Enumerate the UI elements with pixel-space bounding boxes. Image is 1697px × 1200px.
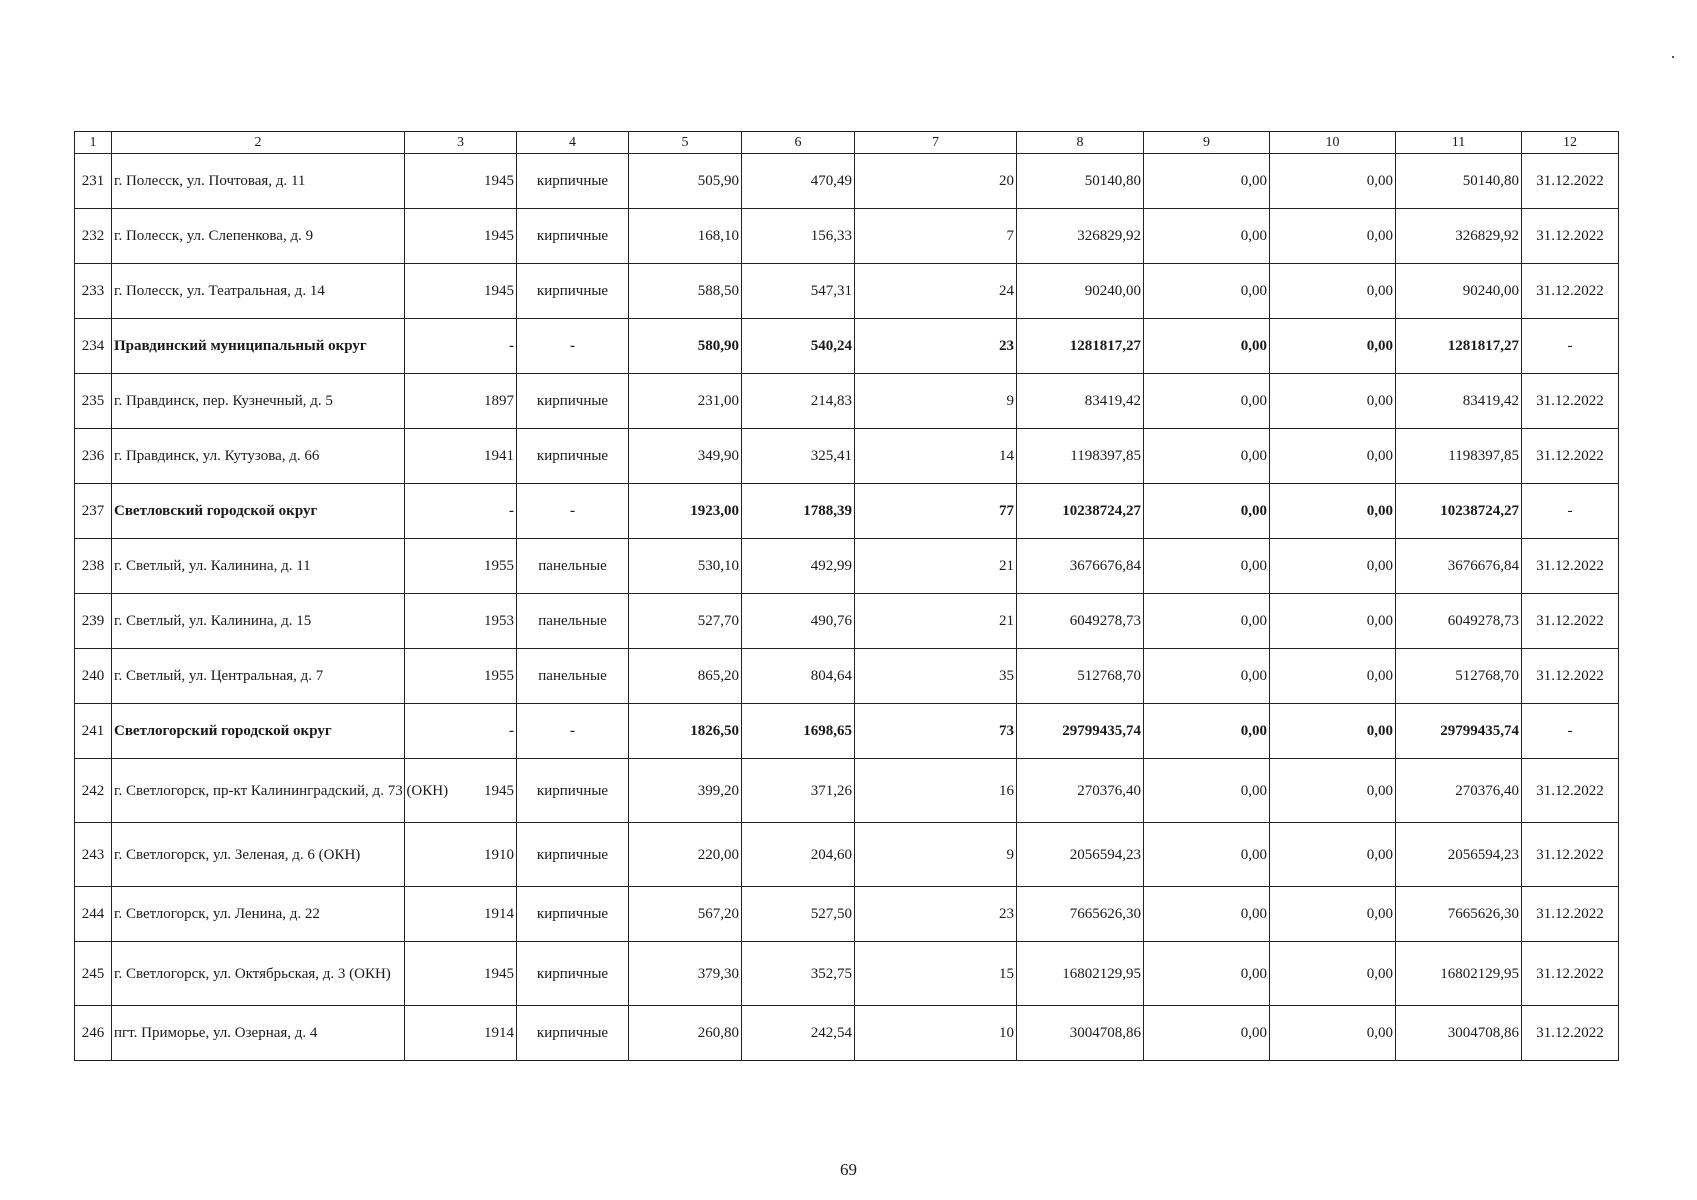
address-cell: г. Светлогорск, ул. Ленина, д. 22 xyxy=(112,887,405,942)
column-header: 1 xyxy=(75,132,112,154)
wall-material-cell: кирпичные xyxy=(517,154,629,209)
living-area-cell: 371,26 xyxy=(742,759,855,823)
table-row xyxy=(75,649,1619,704)
column-header: 4 xyxy=(517,132,629,154)
total-cost-cell: 326829,92 xyxy=(1017,209,1144,264)
wall-material-cell: кирпичные xyxy=(517,209,629,264)
total-area-cell: 379,30 xyxy=(629,942,742,1006)
year-cell: 1945 xyxy=(405,759,517,823)
year-cell: 1941 xyxy=(405,429,517,484)
local-funds-cell: 50140,80 xyxy=(1396,154,1522,209)
wall-material-cell: кирпичные xyxy=(517,1006,629,1061)
total-cost-cell: 1198397,85 xyxy=(1017,429,1144,484)
local-funds-cell: 3004708,86 xyxy=(1396,1006,1522,1061)
living-area-cell: 547,31 xyxy=(742,264,855,319)
regional-funds-cell: 0,00 xyxy=(1270,264,1396,319)
living-area-cell: 214,83 xyxy=(742,374,855,429)
regional-funds-cell: 0,00 xyxy=(1270,1006,1396,1061)
local-funds-cell: 326829,92 xyxy=(1396,209,1522,264)
deadline-cell: 31.12.2022 xyxy=(1522,154,1619,209)
residents-cell: 23 xyxy=(855,887,1017,942)
year-cell: 1955 xyxy=(405,649,517,704)
wall-material-cell: кирпичные xyxy=(517,264,629,319)
deadline-cell: 31.12.2022 xyxy=(1522,887,1619,942)
federal-funds-cell: 0,00 xyxy=(1144,539,1270,594)
total-area-cell: 349,90 xyxy=(629,429,742,484)
local-funds-cell: 90240,00 xyxy=(1396,264,1522,319)
total-cost-cell: 10238724,27 xyxy=(1017,484,1144,539)
deadline-cell: 31.12.2022 xyxy=(1522,429,1619,484)
local-funds-cell: 1281817,27 xyxy=(1396,319,1522,374)
federal-funds-cell: 0,00 xyxy=(1144,319,1270,374)
living-area-cell: 540,24 xyxy=(742,319,855,374)
year-cell: - xyxy=(405,484,517,539)
local-funds-cell: 10238724,27 xyxy=(1396,484,1522,539)
year-cell: 1953 xyxy=(405,594,517,649)
total-area-cell: 168,10 xyxy=(629,209,742,264)
wall-material-cell: - xyxy=(517,704,629,759)
column-number-row xyxy=(75,132,1619,154)
federal-funds-cell: 0,00 xyxy=(1144,594,1270,649)
address-cell: Светловский городской округ xyxy=(112,484,405,539)
address-cell: г. Светлый, ул. Калинина, д. 11 xyxy=(112,539,405,594)
year-cell: - xyxy=(405,319,517,374)
residents-cell: 73 xyxy=(855,704,1017,759)
local-funds-cell: 1198397,85 xyxy=(1396,429,1522,484)
total-cost-cell: 2056594,23 xyxy=(1017,823,1144,887)
living-area-cell: 204,60 xyxy=(742,823,855,887)
total-cost-cell: 6049278,73 xyxy=(1017,594,1144,649)
deadline-cell: 31.12.2022 xyxy=(1522,823,1619,887)
living-area-cell: 492,99 xyxy=(742,539,855,594)
federal-funds-cell: 0,00 xyxy=(1144,649,1270,704)
deadline-cell: 31.12.2022 xyxy=(1522,594,1619,649)
year-cell: 1955 xyxy=(405,539,517,594)
residents-cell: 14 xyxy=(855,429,1017,484)
total-area-cell: 260,80 xyxy=(629,1006,742,1061)
local-funds-cell: 6049278,73 xyxy=(1396,594,1522,649)
address-cell: г. Светлый, ул. Центральная, д. 7 xyxy=(112,649,405,704)
deadline-cell: 31.12.2022 xyxy=(1522,942,1619,1006)
year-cell: 1945 xyxy=(405,209,517,264)
address-cell: г. Полесск, ул. Слепенкова, д. 9 xyxy=(112,209,405,264)
table-row xyxy=(75,823,1619,887)
residents-cell: 7 xyxy=(855,209,1017,264)
local-funds-cell: 83419,42 xyxy=(1396,374,1522,429)
local-funds-cell: 2056594,23 xyxy=(1396,823,1522,887)
row-number: 235 xyxy=(75,374,112,429)
living-area-cell: 1698,65 xyxy=(742,704,855,759)
row-number: 238 xyxy=(75,539,112,594)
deadline-cell: 31.12.2022 xyxy=(1522,1006,1619,1061)
year-cell: 1914 xyxy=(405,1006,517,1061)
total-cost-cell: 3676676,84 xyxy=(1017,539,1144,594)
address-cell: г. Светлогорск, пр-кт Калининградский, д. 73 (ОКН) xyxy=(112,759,405,823)
column-header: 3 xyxy=(405,132,517,154)
year-cell: 1945 xyxy=(405,154,517,209)
column-header: 6 xyxy=(742,132,855,154)
wall-material-cell: - xyxy=(517,484,629,539)
row-number: 231 xyxy=(75,154,112,209)
row-number: 246 xyxy=(75,1006,112,1061)
table-row xyxy=(75,887,1619,942)
table-row xyxy=(75,154,1619,209)
row-number: 241 xyxy=(75,704,112,759)
regional-funds-cell: 0,00 xyxy=(1270,759,1396,823)
year-cell: 1897 xyxy=(405,374,517,429)
row-number: 245 xyxy=(75,942,112,1006)
wall-material-cell: кирпичные xyxy=(517,759,629,823)
living-area-cell: 156,33 xyxy=(742,209,855,264)
table-row xyxy=(75,759,1619,823)
total-area-cell: 527,70 xyxy=(629,594,742,649)
total-area-cell: 1826,50 xyxy=(629,704,742,759)
deadline-cell: - xyxy=(1522,484,1619,539)
total-area-cell: 530,10 xyxy=(629,539,742,594)
total-area-cell: 865,20 xyxy=(629,649,742,704)
deadline-cell: 31.12.2022 xyxy=(1522,539,1619,594)
table-row xyxy=(75,374,1619,429)
regional-funds-cell: 0,00 xyxy=(1270,704,1396,759)
column-header: 12 xyxy=(1522,132,1619,154)
year-cell: 1945 xyxy=(405,942,517,1006)
address-cell: г. Светлогорск, ул. Зеленая, д. 6 (ОКН) xyxy=(112,823,405,887)
total-area-cell: 580,90 xyxy=(629,319,742,374)
row-number: 240 xyxy=(75,649,112,704)
row-number: 244 xyxy=(75,887,112,942)
column-header: 10 xyxy=(1270,132,1396,154)
local-funds-cell: 270376,40 xyxy=(1396,759,1522,823)
residents-cell: 9 xyxy=(855,374,1017,429)
total-cost-cell: 16802129,95 xyxy=(1017,942,1144,1006)
residents-cell: 20 xyxy=(855,154,1017,209)
residents-cell: 9 xyxy=(855,823,1017,887)
federal-funds-cell: 0,00 xyxy=(1144,264,1270,319)
total-cost-cell: 83419,42 xyxy=(1017,374,1144,429)
federal-funds-cell: 0,00 xyxy=(1144,154,1270,209)
regional-funds-cell: 0,00 xyxy=(1270,319,1396,374)
column-header: 8 xyxy=(1017,132,1144,154)
total-cost-cell: 29799435,74 xyxy=(1017,704,1144,759)
regional-funds-cell: 0,00 xyxy=(1270,594,1396,649)
wall-material-cell: кирпичные xyxy=(517,823,629,887)
scan-mark xyxy=(1672,56,1674,58)
living-area-cell: 470,49 xyxy=(742,154,855,209)
federal-funds-cell: 0,00 xyxy=(1144,429,1270,484)
wall-material-cell: - xyxy=(517,319,629,374)
deadline-cell: 31.12.2022 xyxy=(1522,649,1619,704)
federal-funds-cell: 0,00 xyxy=(1144,704,1270,759)
wall-material-cell: панельные xyxy=(517,539,629,594)
total-area-cell: 1923,00 xyxy=(629,484,742,539)
table-row xyxy=(75,594,1619,649)
regional-funds-cell: 0,00 xyxy=(1270,484,1396,539)
column-header: 7 xyxy=(855,132,1017,154)
federal-funds-cell: 0,00 xyxy=(1144,759,1270,823)
local-funds-cell: 3676676,84 xyxy=(1396,539,1522,594)
row-number: 233 xyxy=(75,264,112,319)
local-funds-cell: 512768,70 xyxy=(1396,649,1522,704)
year-cell: 1914 xyxy=(405,887,517,942)
residents-cell: 16 xyxy=(855,759,1017,823)
living-area-cell: 804,64 xyxy=(742,649,855,704)
federal-funds-cell: 0,00 xyxy=(1144,209,1270,264)
address-cell: г. Правдинск, пер. Кузнечный, д. 5 xyxy=(112,374,405,429)
residents-cell: 21 xyxy=(855,539,1017,594)
address-cell: Светлогорский городской округ xyxy=(112,704,405,759)
deadline-cell: 31.12.2022 xyxy=(1522,209,1619,264)
total-cost-cell: 3004708,86 xyxy=(1017,1006,1144,1061)
living-area-cell: 490,76 xyxy=(742,594,855,649)
federal-funds-cell: 0,00 xyxy=(1144,823,1270,887)
column-header: 5 xyxy=(629,132,742,154)
total-cost-cell: 1281817,27 xyxy=(1017,319,1144,374)
regional-funds-cell: 0,00 xyxy=(1270,209,1396,264)
living-area-cell: 325,41 xyxy=(742,429,855,484)
living-area-cell: 352,75 xyxy=(742,942,855,1006)
deadline-cell: 31.12.2022 xyxy=(1522,759,1619,823)
row-number: 239 xyxy=(75,594,112,649)
total-area-cell: 588,50 xyxy=(629,264,742,319)
regional-funds-cell: 0,00 xyxy=(1270,539,1396,594)
page-number: 69 xyxy=(840,1160,857,1179)
local-funds-cell: 29799435,74 xyxy=(1396,704,1522,759)
living-area-cell: 527,50 xyxy=(742,887,855,942)
housing-registry-table xyxy=(74,131,1619,1061)
total-cost-cell: 90240,00 xyxy=(1017,264,1144,319)
wall-material-cell: кирпичные xyxy=(517,887,629,942)
column-header: 9 xyxy=(1144,132,1270,154)
address-cell: пгт. Приморье, ул. Озерная, д. 4 xyxy=(112,1006,405,1061)
wall-material-cell: кирпичные xyxy=(517,374,629,429)
total-cost-cell: 50140,80 xyxy=(1017,154,1144,209)
row-number: 242 xyxy=(75,759,112,823)
wall-material-cell: кирпичные xyxy=(517,429,629,484)
deadline-cell: 31.12.2022 xyxy=(1522,264,1619,319)
federal-funds-cell: 0,00 xyxy=(1144,1006,1270,1061)
total-area-cell: 505,90 xyxy=(629,154,742,209)
wall-material-cell: панельные xyxy=(517,649,629,704)
deadline-cell: - xyxy=(1522,319,1619,374)
residents-cell: 15 xyxy=(855,942,1017,1006)
address-cell: Правдинский муниципальный округ xyxy=(112,319,405,374)
year-cell: 1910 xyxy=(405,823,517,887)
table-body xyxy=(75,154,1619,1061)
regional-funds-cell: 0,00 xyxy=(1270,823,1396,887)
residents-cell: 23 xyxy=(855,319,1017,374)
regional-funds-cell: 0,00 xyxy=(1270,154,1396,209)
table-row xyxy=(75,942,1619,1006)
address-cell: г. Полесск, ул. Театральная, д. 14 xyxy=(112,264,405,319)
wall-material-cell: панельные xyxy=(517,594,629,649)
address-cell: г. Полесск, ул. Почтовая, д. 11 xyxy=(112,154,405,209)
table-row xyxy=(75,704,1619,759)
local-funds-cell: 16802129,95 xyxy=(1396,942,1522,1006)
regional-funds-cell: 0,00 xyxy=(1270,374,1396,429)
residents-cell: 35 xyxy=(855,649,1017,704)
column-header: 11 xyxy=(1396,132,1522,154)
year-cell: - xyxy=(405,704,517,759)
table-row xyxy=(75,264,1619,319)
residents-cell: 77 xyxy=(855,484,1017,539)
row-number: 234 xyxy=(75,319,112,374)
deadline-cell: 31.12.2022 xyxy=(1522,374,1619,429)
row-number: 236 xyxy=(75,429,112,484)
federal-funds-cell: 0,00 xyxy=(1144,887,1270,942)
total-area-cell: 220,00 xyxy=(629,823,742,887)
total-cost-cell: 512768,70 xyxy=(1017,649,1144,704)
regional-funds-cell: 0,00 xyxy=(1270,887,1396,942)
living-area-cell: 1788,39 xyxy=(742,484,855,539)
row-number: 237 xyxy=(75,484,112,539)
federal-funds-cell: 0,00 xyxy=(1144,484,1270,539)
address-cell: г. Светлогорск, ул. Октябрьская, д. 3 (ОКН) xyxy=(112,942,405,1006)
row-number: 243 xyxy=(75,823,112,887)
total-area-cell: 567,20 xyxy=(629,887,742,942)
total-cost-cell: 270376,40 xyxy=(1017,759,1144,823)
local-funds-cell: 7665626,30 xyxy=(1396,887,1522,942)
living-area-cell: 242,54 xyxy=(742,1006,855,1061)
year-cell: 1945 xyxy=(405,264,517,319)
deadline-cell: - xyxy=(1522,704,1619,759)
residents-cell: 24 xyxy=(855,264,1017,319)
federal-funds-cell: 0,00 xyxy=(1144,374,1270,429)
residents-cell: 21 xyxy=(855,594,1017,649)
address-cell: г. Правдинск, ул. Кутузова, д. 66 xyxy=(112,429,405,484)
table-row xyxy=(75,319,1619,374)
residents-cell: 10 xyxy=(855,1006,1017,1061)
table-row xyxy=(75,1006,1619,1061)
table-row xyxy=(75,209,1619,264)
total-cost-cell: 7665626,30 xyxy=(1017,887,1144,942)
total-area-cell: 231,00 xyxy=(629,374,742,429)
regional-funds-cell: 0,00 xyxy=(1270,429,1396,484)
table-row xyxy=(75,484,1619,539)
total-area-cell: 399,20 xyxy=(629,759,742,823)
federal-funds-cell: 0,00 xyxy=(1144,942,1270,1006)
address-cell: г. Светлый, ул. Калинина, д. 15 xyxy=(112,594,405,649)
table-row xyxy=(75,429,1619,484)
table-row xyxy=(75,539,1619,594)
row-number: 232 xyxy=(75,209,112,264)
wall-material-cell: кирпичные xyxy=(517,942,629,1006)
regional-funds-cell: 0,00 xyxy=(1270,942,1396,1006)
column-header: 2 xyxy=(112,132,405,154)
regional-funds-cell: 0,00 xyxy=(1270,649,1396,704)
